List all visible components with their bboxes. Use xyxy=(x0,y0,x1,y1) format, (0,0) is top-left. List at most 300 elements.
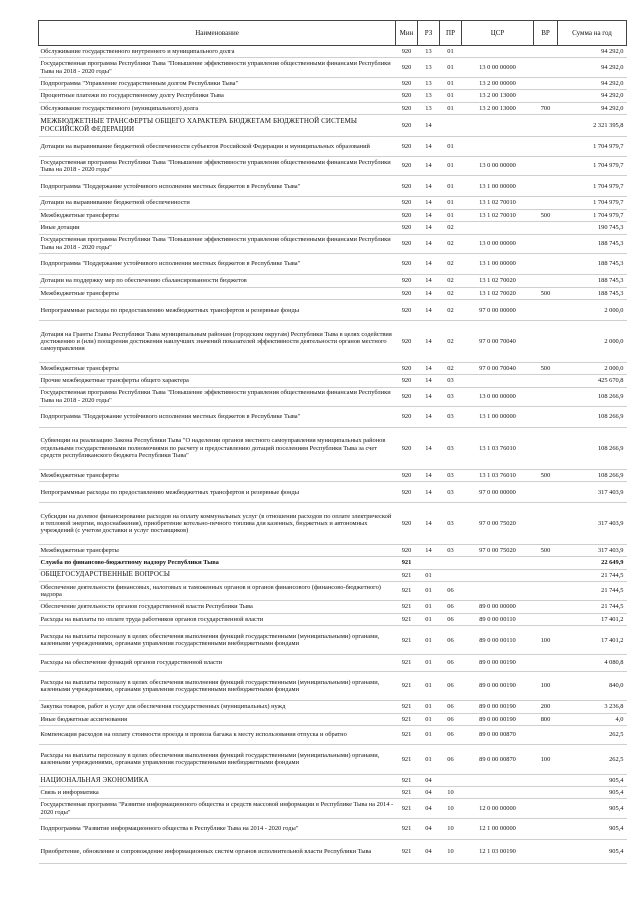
cell-vr: 800 xyxy=(534,713,558,725)
cell-rz: 01 xyxy=(418,626,440,655)
cell-name: Подпрограмма "Поддержание устойчивого исполнения местных бюджетов в Республике Тыва" xyxy=(39,406,396,427)
cell-rz: 13 xyxy=(418,102,440,114)
cell-csr: 89 0 00 00190 xyxy=(462,713,534,725)
table-row xyxy=(39,428,627,469)
cell-rz: 04 xyxy=(418,787,440,799)
table-row xyxy=(39,90,627,102)
cell-sum: 22 649,9 xyxy=(558,557,627,569)
cell-pr: 01 xyxy=(440,46,462,58)
table-row xyxy=(39,197,627,209)
cell-csr: 13 1 02 70010 xyxy=(462,197,534,209)
cell-pr: 03 xyxy=(440,375,462,387)
budget-document xyxy=(38,20,626,864)
cell-rz: 14 xyxy=(418,406,440,427)
header-min: Мин xyxy=(396,21,418,46)
cell-sum: 262,5 xyxy=(558,725,627,744)
table-row xyxy=(39,102,627,114)
cell-pr: 03 xyxy=(440,428,462,469)
table-row xyxy=(39,671,627,700)
cell-name: Государственная программа Республики Тыва "Повышение эффективности управления общественными финансами Республики Тыва на 2018 - 2020 годы" xyxy=(39,234,396,253)
cell-pr: 02 xyxy=(440,253,462,274)
cell-csr: 89 0 00 00870 xyxy=(462,725,534,744)
cell-rz: 14 xyxy=(418,387,440,406)
cell-csr xyxy=(462,557,534,569)
cell-pr: 06 xyxy=(440,655,462,671)
cell-rz: 14 xyxy=(418,362,440,374)
cell-csr: 97 0 00 00000 xyxy=(462,300,534,321)
cell-rz: 14 xyxy=(418,428,440,469)
cell-sum: 94 292,0 xyxy=(558,58,627,77)
table-row xyxy=(39,626,627,655)
cell-csr xyxy=(462,137,534,156)
cell-rz: 14 xyxy=(418,544,440,556)
cell-pr: 03 xyxy=(440,503,462,544)
cell-sum: 94 292,0 xyxy=(558,102,627,114)
cell-min: 920 xyxy=(396,503,418,544)
cell-min: 920 xyxy=(396,387,418,406)
cell-sum: 905,4 xyxy=(558,787,627,799)
cell-vr xyxy=(534,428,558,469)
cell-min: 920 xyxy=(396,137,418,156)
cell-sum: 17 401,2 xyxy=(558,626,627,655)
cell-vr xyxy=(534,46,558,58)
cell-rz: 01 xyxy=(418,569,440,581)
cell-rz: 01 xyxy=(418,655,440,671)
table-row xyxy=(39,557,627,569)
cell-rz: 13 xyxy=(418,58,440,77)
cell-csr: 12 0 00 00000 xyxy=(462,799,534,818)
cell-csr: 89 0 00 00190 xyxy=(462,655,534,671)
cell-name: Процентные платежи по государственному долгу Республики Тыва xyxy=(39,90,396,102)
cell-vr xyxy=(534,787,558,799)
cell-pr: 03 xyxy=(440,482,462,503)
cell-csr: 97 0 00 75020 xyxy=(462,503,534,544)
cell-pr: 06 xyxy=(440,581,462,600)
table-body xyxy=(39,46,627,864)
cell-rz: 01 xyxy=(418,601,440,613)
cell-vr xyxy=(534,375,558,387)
cell-rz: 01 xyxy=(418,745,440,774)
cell-name: Связь и информатика xyxy=(39,787,396,799)
cell-min: 920 xyxy=(396,428,418,469)
table-row xyxy=(39,406,627,427)
cell-min: 921 xyxy=(396,774,418,786)
cell-rz: 14 xyxy=(418,482,440,503)
cell-name: Служба по финансово-бюджетному надзору Республики Тыва xyxy=(39,557,396,569)
table-row xyxy=(39,234,627,253)
cell-vr xyxy=(534,569,558,581)
cell-pr: 02 xyxy=(440,300,462,321)
table-row xyxy=(39,275,627,287)
cell-min: 920 xyxy=(396,321,418,362)
cell-sum: 317 403,9 xyxy=(558,544,627,556)
cell-rz: 14 xyxy=(418,156,440,175)
table-row xyxy=(39,114,627,136)
cell-rz: 01 xyxy=(418,581,440,600)
table-row xyxy=(39,713,627,725)
cell-pr: 06 xyxy=(440,725,462,744)
cell-name: Дотации на поддержку мер по обеспечению сбалансированности бюджетов xyxy=(39,275,396,287)
cell-sum: 1 704 979,7 xyxy=(558,176,627,197)
cell-rz: 13 xyxy=(418,77,440,89)
cell-rz: 14 xyxy=(418,321,440,362)
cell-vr xyxy=(534,581,558,600)
cell-sum: 1 704 979,7 xyxy=(558,197,627,209)
cell-sum: 108 266,9 xyxy=(558,406,627,427)
cell-min: 921 xyxy=(396,818,418,839)
cell-rz: 13 xyxy=(418,90,440,102)
cell-min: 920 xyxy=(396,156,418,175)
cell-name: Межбюджетные трансферты xyxy=(39,362,396,374)
table-row xyxy=(39,581,627,600)
table-row xyxy=(39,46,627,58)
cell-sum: 21 744,5 xyxy=(558,581,627,600)
cell-rz: 04 xyxy=(418,774,440,786)
table-row xyxy=(39,701,627,713)
cell-name: Обслуживание государственного внутреннего и муниципального долга xyxy=(39,46,396,58)
cell-vr xyxy=(534,253,558,274)
cell-sum: 905,4 xyxy=(558,774,627,786)
cell-csr: 12 1 00 00000 xyxy=(462,818,534,839)
cell-rz: 14 xyxy=(418,253,440,274)
cell-vr xyxy=(534,137,558,156)
cell-name: Межбюджетные трансферты xyxy=(39,544,396,556)
cell-rz: 01 xyxy=(418,725,440,744)
cell-name: Государственная программа Республики Тыва "Повышение эффективности управления общественными финансами Республики Тыва на 2018 - 2020 годы" xyxy=(39,156,396,175)
cell-pr: 06 xyxy=(440,601,462,613)
cell-min: 920 xyxy=(396,300,418,321)
table-row xyxy=(39,613,627,625)
cell-min: 920 xyxy=(396,102,418,114)
cell-csr xyxy=(462,787,534,799)
cell-pr: 02 xyxy=(440,275,462,287)
header-pr: ПР xyxy=(440,21,462,46)
cell-pr: 02 xyxy=(440,321,462,362)
cell-vr xyxy=(534,234,558,253)
cell-csr: 13 1 00 00000 xyxy=(462,176,534,197)
cell-name: Обеспечение деятельности финансовых, налоговых и таможенных органов и органов финансового (финансово-бюджетного) надзора xyxy=(39,581,396,600)
table-row xyxy=(39,840,627,863)
cell-name: Прочие межбюджетные трансферты общего характера xyxy=(39,375,396,387)
cell-name: Расходы на выплаты по оплате труда работников органов государственной власти xyxy=(39,613,396,625)
cell-vr xyxy=(534,503,558,544)
cell-sum: 2 321 395,8 xyxy=(558,114,627,136)
cell-vr: 500 xyxy=(534,287,558,299)
cell-rz: 14 xyxy=(418,176,440,197)
cell-pr: 02 xyxy=(440,222,462,234)
cell-pr: 06 xyxy=(440,713,462,725)
cell-csr: 97 0 00 75020 xyxy=(462,544,534,556)
cell-sum: 188 745,3 xyxy=(558,253,627,274)
cell-name: МЕЖБЮДЖЕТНЫЕ ТРАНСФЕРТЫ ОБЩЕГО ХАРАКТЕРА БЮДЖЕТАМ БЮДЖЕТНОЙ СИСТЕМЫ РОССИЙСКОЙ ФЕДЕРАЦИИ xyxy=(39,114,396,136)
cell-sum: 188 745,3 xyxy=(558,287,627,299)
cell-csr: 13 1 03 76010 xyxy=(462,428,534,469)
cell-sum: 3 236,8 xyxy=(558,701,627,713)
cell-min: 920 xyxy=(396,114,418,136)
cell-min: 920 xyxy=(396,406,418,427)
cell-rz: 14 xyxy=(418,137,440,156)
cell-csr: 13 1 02 70020 xyxy=(462,287,534,299)
cell-name: Государственная программа "Развитие информационного общества и средств массовой информации в Республике Тыва на 2014 - 2020 годы" xyxy=(39,799,396,818)
cell-name: Подпрограмма "Поддержание устойчивого исполнения местных бюджетов в Республике Тыва" xyxy=(39,176,396,197)
table-row xyxy=(39,655,627,671)
table-row xyxy=(39,745,627,774)
cell-min: 921 xyxy=(396,601,418,613)
cell-name: Государственная программа Республики Тыва "Повышение эффективности управления общественными финансами Республики Тыва на 2018 - 2020 годы" xyxy=(39,58,396,77)
cell-vr: 100 xyxy=(534,671,558,700)
cell-pr: 01 xyxy=(440,137,462,156)
cell-vr xyxy=(534,557,558,569)
cell-pr: 01 xyxy=(440,58,462,77)
cell-rz: 14 xyxy=(418,300,440,321)
cell-pr: 10 xyxy=(440,787,462,799)
cell-min: 921 xyxy=(396,626,418,655)
cell-vr: 500 xyxy=(534,209,558,221)
cell-vr: 700 xyxy=(534,102,558,114)
cell-min: 921 xyxy=(396,569,418,581)
header-csr: ЦСР xyxy=(462,21,534,46)
cell-pr: 01 xyxy=(440,176,462,197)
cell-name: Государственная программа Республики Тыва "Повышение эффективности управления общественными финансами Республики Тыва на 2018 - 2020 годы" xyxy=(39,387,396,406)
cell-pr: 10 xyxy=(440,799,462,818)
cell-vr xyxy=(534,222,558,234)
cell-pr: 06 xyxy=(440,701,462,713)
cell-sum: 188 745,3 xyxy=(558,275,627,287)
cell-csr: 13 0 00 00000 xyxy=(462,156,534,175)
cell-pr: 06 xyxy=(440,671,462,700)
cell-min: 920 xyxy=(396,77,418,89)
cell-pr xyxy=(440,557,462,569)
cell-vr xyxy=(534,406,558,427)
cell-min: 921 xyxy=(396,840,418,863)
cell-pr: 03 xyxy=(440,544,462,556)
table-row xyxy=(39,482,627,503)
cell-sum: 108 266,9 xyxy=(558,469,627,481)
cell-sum: 905,4 xyxy=(558,840,627,863)
cell-min: 920 xyxy=(396,469,418,481)
cell-csr: 13 0 00 00000 xyxy=(462,234,534,253)
cell-min: 921 xyxy=(396,701,418,713)
cell-pr: 03 xyxy=(440,387,462,406)
table-row xyxy=(39,799,627,818)
cell-rz: 14 xyxy=(418,469,440,481)
table-row xyxy=(39,375,627,387)
table-row xyxy=(39,222,627,234)
cell-rz: 14 xyxy=(418,375,440,387)
cell-csr: 13 2 00 00000 xyxy=(462,77,534,89)
cell-vr xyxy=(534,197,558,209)
header-name: Наименование xyxy=(39,21,396,46)
cell-vr xyxy=(534,799,558,818)
cell-sum: 1 704 979,7 xyxy=(558,137,627,156)
cell-sum: 905,4 xyxy=(558,799,627,818)
cell-pr: 01 xyxy=(440,156,462,175)
cell-min: 921 xyxy=(396,655,418,671)
cell-name: ОБЩЕГОСУДАРСТВЕННЫЕ ВОПРОСЫ xyxy=(39,569,396,581)
cell-pr: 02 xyxy=(440,287,462,299)
cell-csr: 97 0 00 70040 xyxy=(462,362,534,374)
cell-min: 920 xyxy=(396,176,418,197)
cell-csr: 13 1 02 70010 xyxy=(462,209,534,221)
cell-vr: 500 xyxy=(534,469,558,481)
cell-csr: 89 0 00 00110 xyxy=(462,613,534,625)
cell-min: 921 xyxy=(396,671,418,700)
cell-csr: 13 1 02 70020 xyxy=(462,275,534,287)
cell-name: Приобретение, обновление и сопровождение информационных систем органов исполнительной власти Республики Тыва xyxy=(39,840,396,863)
cell-name: Подпрограмма "Управление государственным долгом Республики Тыва" xyxy=(39,77,396,89)
table-row xyxy=(39,77,627,89)
cell-name: Обеспечение деятельности органов государственной власти Республики Тыва xyxy=(39,601,396,613)
budget-table xyxy=(38,20,627,864)
cell-vr xyxy=(534,321,558,362)
cell-name: Подпрограмма "Поддержание устойчивого исполнения местных бюджетов в Республике Тыва" xyxy=(39,253,396,274)
cell-csr: 13 2 00 13000 xyxy=(462,102,534,114)
table-row xyxy=(39,209,627,221)
table-row xyxy=(39,818,627,839)
cell-csr xyxy=(462,114,534,136)
cell-name: Непрограммные расходы по предоставлению межбюджетных трансфертов и резервные фонды xyxy=(39,482,396,503)
table-row xyxy=(39,156,627,175)
cell-name: Компенсация расходов на оплату стоимости проезда и провоза багажа к месту использования отпуска и обратно xyxy=(39,725,396,744)
cell-sum: 2 000,0 xyxy=(558,321,627,362)
cell-pr: 06 xyxy=(440,613,462,625)
cell-name: Непрограммные расходы по предоставлению межбюджетных трансфертов и резервные фонды xyxy=(39,300,396,321)
cell-rz: 01 xyxy=(418,671,440,700)
cell-csr: 89 0 00 00000 xyxy=(462,601,534,613)
cell-csr: 89 0 00 00870 xyxy=(462,745,534,774)
cell-sum: 21 744,5 xyxy=(558,569,627,581)
header-sum: Сумма на год xyxy=(558,21,627,46)
cell-pr: 03 xyxy=(440,469,462,481)
cell-name: Обслуживание государственного (муниципального) долга xyxy=(39,102,396,114)
cell-sum: 94 292,0 xyxy=(558,77,627,89)
cell-sum: 840,0 xyxy=(558,671,627,700)
cell-vr xyxy=(534,818,558,839)
cell-csr: 13 0 00 00000 xyxy=(462,58,534,77)
cell-csr: 89 0 00 00190 xyxy=(462,701,534,713)
cell-csr: 13 1 00 00000 xyxy=(462,406,534,427)
cell-csr: 13 0 00 00000 xyxy=(462,387,534,406)
cell-rz: 14 xyxy=(418,197,440,209)
header-vr: ВР xyxy=(534,21,558,46)
cell-min: 920 xyxy=(396,287,418,299)
cell-sum: 94 292,0 xyxy=(558,46,627,58)
cell-rz: 14 xyxy=(418,234,440,253)
table-row xyxy=(39,387,627,406)
cell-sum: 2 000,0 xyxy=(558,300,627,321)
cell-rz: 14 xyxy=(418,114,440,136)
table-row xyxy=(39,287,627,299)
cell-rz xyxy=(418,557,440,569)
cell-min: 920 xyxy=(396,197,418,209)
cell-min: 921 xyxy=(396,799,418,818)
cell-csr: 12 1 03 00190 xyxy=(462,840,534,863)
cell-min: 921 xyxy=(396,613,418,625)
cell-csr xyxy=(462,46,534,58)
cell-csr xyxy=(462,774,534,786)
cell-name: Межбюджетные трансферты xyxy=(39,287,396,299)
cell-name: Межбюджетные трансферты xyxy=(39,209,396,221)
cell-name: Расходы на выплаты персоналу в целях обеспечения выполнения функций государственными (муниципальными) органами, казенными учреждениями, органами управления государственными внебюджетными фондами xyxy=(39,626,396,655)
table-row xyxy=(39,787,627,799)
cell-name: Расходы на выплаты персоналу в целях обеспечения выполнения функций государственными (муниципальными) органами, казенными учреждениями, органами управления государственными внебюджетными фондами xyxy=(39,671,396,700)
cell-vr: 100 xyxy=(534,626,558,655)
cell-rz: 04 xyxy=(418,840,440,863)
cell-min: 921 xyxy=(396,581,418,600)
cell-csr: 97 0 00 70040 xyxy=(462,321,534,362)
table-row xyxy=(39,544,627,556)
cell-csr: 13 1 00 00000 xyxy=(462,253,534,274)
cell-csr xyxy=(462,569,534,581)
cell-min: 920 xyxy=(396,222,418,234)
cell-csr: 13 2 00 13000 xyxy=(462,90,534,102)
header-rz: РЗ xyxy=(418,21,440,46)
cell-min: 920 xyxy=(396,209,418,221)
cell-vr xyxy=(534,613,558,625)
cell-pr: 10 xyxy=(440,840,462,863)
cell-vr xyxy=(534,840,558,863)
cell-sum: 2 000,0 xyxy=(558,362,627,374)
cell-min: 920 xyxy=(396,90,418,102)
cell-min: 920 xyxy=(396,482,418,503)
cell-vr xyxy=(534,275,558,287)
cell-vr xyxy=(534,655,558,671)
cell-sum: 425 670,8 xyxy=(558,375,627,387)
cell-vr xyxy=(534,725,558,744)
cell-min: 921 xyxy=(396,745,418,774)
table-row xyxy=(39,176,627,197)
cell-vr xyxy=(534,90,558,102)
cell-sum: 4 080,8 xyxy=(558,655,627,671)
cell-name: Межбюджетные трансферты xyxy=(39,469,396,481)
cell-min: 921 xyxy=(396,787,418,799)
table-row xyxy=(39,137,627,156)
cell-vr xyxy=(534,176,558,197)
cell-csr: 89 0 00 00110 xyxy=(462,626,534,655)
table-row xyxy=(39,725,627,744)
cell-pr: 01 xyxy=(440,102,462,114)
table-row xyxy=(39,58,627,77)
cell-vr xyxy=(534,300,558,321)
cell-name: Дотации на выравнивание бюджетной обеспеченности субъектов Российской Федерации и муниципальных образований xyxy=(39,137,396,156)
cell-name: Закупка товаров, работ и услуг для обеспечения государственных (муниципальных) нужд xyxy=(39,701,396,713)
cell-sum: 21 744,5 xyxy=(558,601,627,613)
table-header-row xyxy=(39,21,627,46)
cell-csr: 89 0 00 00190 xyxy=(462,671,534,700)
cell-sum: 190 745,3 xyxy=(558,222,627,234)
cell-csr xyxy=(462,581,534,600)
cell-rz: 14 xyxy=(418,275,440,287)
cell-name: Субсидии на долевое финансирование расходов на оплату коммунальных услуг (в отношении расходов по оплате электрической и тепловой энергии, водоснабжения), приобретение котельно-печного топлива для казенных, бюджетных и автономных учреждений (с учетом доставки и услуг поставщиков) xyxy=(39,503,396,544)
table-row xyxy=(39,774,627,786)
cell-name: Дотация на Гранты Главы Республики Тыва муниципальным районам (городским округам) Республики Тыва в целях содействия достижению и (или) поощрения достижения наилучших значений показателей эффективности деятельности органов местного самоуправления xyxy=(39,321,396,362)
cell-pr: 06 xyxy=(440,626,462,655)
cell-pr: 01 xyxy=(440,197,462,209)
cell-min: 920 xyxy=(396,58,418,77)
cell-name: Иные дотации xyxy=(39,222,396,234)
cell-min: 921 xyxy=(396,725,418,744)
cell-rz: 13 xyxy=(418,46,440,58)
cell-min: 920 xyxy=(396,46,418,58)
cell-sum: 108 266,9 xyxy=(558,387,627,406)
table-row xyxy=(39,469,627,481)
cell-name: Дотации на выравнивание бюджетной обеспеченности xyxy=(39,197,396,209)
cell-vr xyxy=(534,482,558,503)
cell-sum: 262,5 xyxy=(558,745,627,774)
cell-rz: 14 xyxy=(418,222,440,234)
cell-pr: 10 xyxy=(440,818,462,839)
table-row xyxy=(39,300,627,321)
